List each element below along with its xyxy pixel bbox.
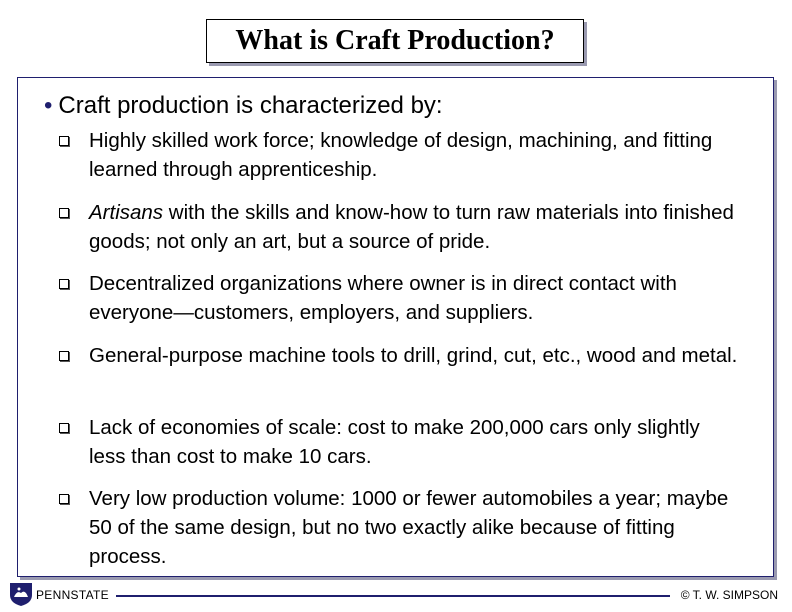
slide-title: What is Craft Production?	[235, 25, 555, 56]
list-item	[60, 269, 740, 327]
main-bullet-heading	[44, 92, 443, 120]
list-item	[60, 484, 740, 571]
checkbox-bullet-icon	[59, 208, 69, 218]
institution-name: PENNSTATE	[36, 588, 109, 602]
checkbox-bullet-icon	[59, 279, 69, 289]
checkbox-bullet-icon	[59, 136, 69, 146]
checkbox-bullet-icon	[59, 423, 69, 433]
slide-title-box	[206, 19, 584, 63]
penn-state-shield-icon	[8, 581, 34, 607]
copyright-text: © T. W. SIMPSON	[680, 588, 778, 602]
checkbox-bullet-icon	[59, 351, 69, 361]
list-item-text: General-purpose machine tools to drill, grind, cut, etc., wood and metal.	[89, 344, 738, 367]
list-item-text: Lack of economies of scale: cost to make 200,000 cars only slightly less than cost to make 10 cars.	[89, 416, 700, 468]
checkbox-bullet-icon	[59, 494, 69, 504]
footer-divider	[116, 595, 670, 597]
list-item	[60, 341, 740, 370]
list-item-text: Decentralized organizations where owner is in direct contact with everyone—customers, employers, and suppliers.	[89, 272, 677, 324]
list-item	[60, 126, 740, 184]
list-item-text: Very low production volume: 1000 or fewer automobiles a year; maybe 50 of the same design, but no two exactly alike because of fitting process.	[89, 487, 729, 568]
heading-text: Craft production is characterized by:	[58, 92, 443, 119]
list-item-text: Artisans with the skills and know-how to turn raw materials into finished goods; not only an art, but a source of pride.	[89, 201, 734, 253]
bullet-dot-icon: •	[44, 92, 53, 119]
content-box	[17, 77, 774, 577]
list-item	[60, 413, 740, 471]
list-item	[60, 198, 740, 256]
list-item-text: Highly skilled work force; knowledge of design, machining, and fitting learned through apprenticeship.	[89, 129, 713, 181]
slide-footer	[0, 580, 792, 612]
